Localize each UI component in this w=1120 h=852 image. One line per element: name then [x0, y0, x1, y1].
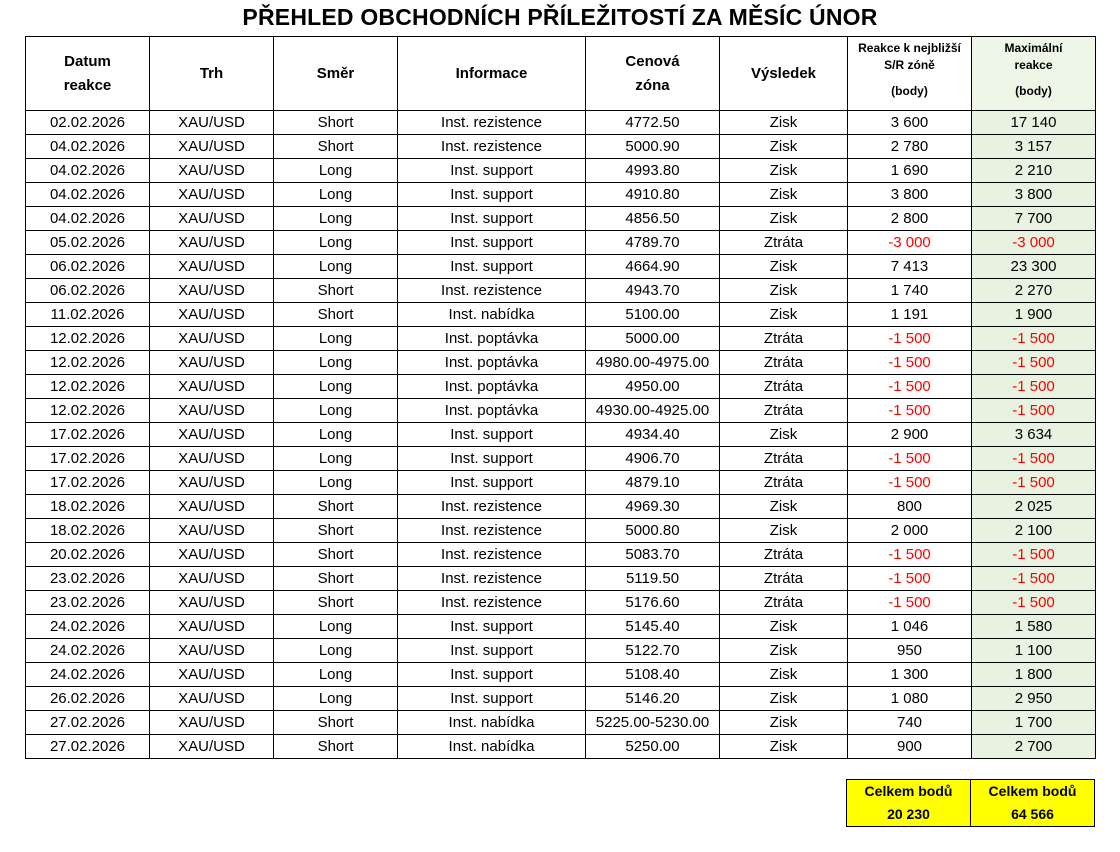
cell-reakce: 1 740: [848, 279, 972, 303]
cell-zona: 5176.60: [586, 591, 720, 615]
cell-datum: 23.02.2026: [26, 567, 150, 591]
table-row: [26, 615, 1096, 639]
cell-datum: 17.02.2026: [26, 423, 150, 447]
cell-reakce: 950: [848, 639, 972, 663]
cell-informace: Inst. rezistence: [398, 591, 586, 615]
cell-informace: Inst. support: [398, 471, 586, 495]
table-row: [26, 543, 1096, 567]
cell-informace: Inst. rezistence: [398, 543, 586, 567]
cell-zona: 4906.70: [586, 447, 720, 471]
cell-datum: 12.02.2026: [26, 399, 150, 423]
cell-vysledek: Zisk: [720, 615, 848, 639]
cell-informace: Inst. support: [398, 231, 586, 255]
cell-max: 2 025: [972, 495, 1096, 519]
table-row: [26, 591, 1096, 615]
cell-zona: 5000.00: [586, 327, 720, 351]
cell-trh: XAU/USD: [150, 183, 274, 207]
cell-datum: 24.02.2026: [26, 663, 150, 687]
cell-max: -1 500: [972, 591, 1096, 615]
cell-reakce: 740: [848, 711, 972, 735]
cell-informace: Inst. support: [398, 687, 586, 711]
cell-informace: Inst. poptávka: [398, 399, 586, 423]
table-row: [26, 447, 1096, 471]
cell-trh: XAU/USD: [150, 495, 274, 519]
table-row: [26, 351, 1096, 375]
cell-zona: 5108.40: [586, 663, 720, 687]
cell-smer: Long: [274, 207, 398, 231]
cell-max: 2 210: [972, 159, 1096, 183]
cell-max: 1 580: [972, 615, 1096, 639]
cell-max: -3 000: [972, 231, 1096, 255]
table-row: [26, 111, 1096, 135]
total-reakce: Celkem bodů 20 230: [847, 780, 971, 827]
cell-vysledek: Zisk: [720, 207, 848, 231]
cell-max: 1 900: [972, 303, 1096, 327]
table-row: [26, 231, 1096, 255]
cell-vysledek: Ztráta: [720, 567, 848, 591]
cell-trh: XAU/USD: [150, 327, 274, 351]
cell-zona: 4930.00-4925.00: [586, 399, 720, 423]
cell-smer: Short: [274, 519, 398, 543]
cell-vysledek: Ztráta: [720, 471, 848, 495]
table-row: [26, 663, 1096, 687]
cell-zona: 4993.80: [586, 159, 720, 183]
cell-reakce: 3 600: [848, 111, 972, 135]
cell-vysledek: Zisk: [720, 183, 848, 207]
cell-informace: Inst. nabídka: [398, 735, 586, 759]
cell-trh: XAU/USD: [150, 567, 274, 591]
cell-reakce: 900: [848, 735, 972, 759]
cell-informace: Inst. poptávka: [398, 375, 586, 399]
page-title: PŘEHLED OBCHODNÍCH PŘÍLEŽITOSTÍ ZA MĚSÍC ÚNOR: [242, 4, 878, 30]
cell-trh: XAU/USD: [150, 663, 274, 687]
cell-informace: Inst. support: [398, 159, 586, 183]
cell-smer: Short: [274, 543, 398, 567]
cell-trh: XAU/USD: [150, 159, 274, 183]
cell-max: -1 500: [972, 447, 1096, 471]
table-row: [26, 687, 1096, 711]
cell-informace: Inst. rezistence: [398, 495, 586, 519]
cell-vysledek: Ztráta: [720, 327, 848, 351]
cell-datum: 17.02.2026: [26, 447, 150, 471]
cell-zona: 4910.80: [586, 183, 720, 207]
cell-vysledek: Ztráta: [720, 543, 848, 567]
cell-trh: XAU/USD: [150, 423, 274, 447]
cell-vysledek: Zisk: [720, 279, 848, 303]
total-max-reakce: Celkem bodů 64 566: [971, 780, 1095, 827]
cell-datum: 04.02.2026: [26, 183, 150, 207]
cell-trh: XAU/USD: [150, 471, 274, 495]
cell-smer: Long: [274, 255, 398, 279]
cell-informace: Inst. poptávka: [398, 351, 586, 375]
cell-reakce: 3 800: [848, 183, 972, 207]
cell-datum: 20.02.2026: [26, 543, 150, 567]
cell-reakce: 1 300: [848, 663, 972, 687]
cell-smer: Long: [274, 471, 398, 495]
cell-reakce: 800: [848, 495, 972, 519]
table-row: [26, 735, 1096, 759]
table-row: [26, 207, 1096, 231]
cell-reakce: 2 000: [848, 519, 972, 543]
cell-vysledek: Zisk: [720, 159, 848, 183]
cell-datum: 11.02.2026: [26, 303, 150, 327]
cell-trh: XAU/USD: [150, 399, 274, 423]
cell-informace: Inst. poptávka: [398, 327, 586, 351]
cell-reakce: -1 500: [848, 471, 972, 495]
cell-zona: 4856.50: [586, 207, 720, 231]
cell-datum: 12.02.2026: [26, 351, 150, 375]
table-row: [26, 495, 1096, 519]
cell-max: 2 100: [972, 519, 1096, 543]
cell-trh: XAU/USD: [150, 303, 274, 327]
cell-zona: 4969.30: [586, 495, 720, 519]
cell-max: 23 300: [972, 255, 1096, 279]
cell-vysledek: Ztráta: [720, 399, 848, 423]
cell-zona: 5100.00: [586, 303, 720, 327]
cell-vysledek: Ztráta: [720, 375, 848, 399]
cell-vysledek: Ztráta: [720, 447, 848, 471]
cell-max: -1 500: [972, 471, 1096, 495]
cell-datum: 04.02.2026: [26, 159, 150, 183]
cell-smer: Short: [274, 279, 398, 303]
cell-vysledek: Zisk: [720, 135, 848, 159]
header-smer: Směr: [274, 37, 398, 111]
cell-datum: 23.02.2026: [26, 591, 150, 615]
cell-trh: XAU/USD: [150, 591, 274, 615]
cell-vysledek: Zisk: [720, 303, 848, 327]
cell-max: 3 800: [972, 183, 1096, 207]
cell-reakce: 2 800: [848, 207, 972, 231]
cell-datum: 04.02.2026: [26, 207, 150, 231]
cell-informace: Inst. nabídka: [398, 303, 586, 327]
cell-reakce: -1 500: [848, 351, 972, 375]
cell-datum: 02.02.2026: [26, 111, 150, 135]
cell-max: -1 500: [972, 351, 1096, 375]
cell-max: 3 157: [972, 135, 1096, 159]
cell-trh: XAU/USD: [150, 279, 274, 303]
table-row: [26, 399, 1096, 423]
cell-trh: XAU/USD: [150, 135, 274, 159]
cell-datum: 04.02.2026: [26, 135, 150, 159]
table-row: [26, 327, 1096, 351]
cell-trh: XAU/USD: [150, 231, 274, 255]
cell-datum: 06.02.2026: [26, 255, 150, 279]
cell-zona: 5122.70: [586, 639, 720, 663]
cell-smer: Short: [274, 303, 398, 327]
cell-trh: XAU/USD: [150, 615, 274, 639]
cell-smer: Short: [274, 495, 398, 519]
table-row: [26, 159, 1096, 183]
cell-zona: 5083.70: [586, 543, 720, 567]
cell-datum: 18.02.2026: [26, 495, 150, 519]
table-row: [26, 423, 1096, 447]
header-datum: Datum reakce: [26, 37, 150, 111]
cell-smer: Short: [274, 111, 398, 135]
table-row: [26, 183, 1096, 207]
table-row: [26, 519, 1096, 543]
cell-informace: Inst. support: [398, 207, 586, 231]
cell-max: -1 500: [972, 399, 1096, 423]
cell-max: -1 500: [972, 543, 1096, 567]
table-row: [26, 471, 1096, 495]
cell-reakce: -1 500: [848, 543, 972, 567]
cell-datum: 06.02.2026: [26, 279, 150, 303]
cell-smer: Short: [274, 591, 398, 615]
cell-datum: 12.02.2026: [26, 327, 150, 351]
cell-zona: 5000.80: [586, 519, 720, 543]
cell-vysledek: Zisk: [720, 663, 848, 687]
cell-reakce: 1 080: [848, 687, 972, 711]
cell-vysledek: Zisk: [720, 495, 848, 519]
header-reakce: Reakce k nejbližší S/R zóně (body): [848, 37, 972, 111]
cell-smer: Long: [274, 615, 398, 639]
cell-reakce: -1 500: [848, 567, 972, 591]
cell-smer: Long: [274, 447, 398, 471]
cell-max: -1 500: [972, 375, 1096, 399]
cell-zona: 5250.00: [586, 735, 720, 759]
cell-zona: 4934.40: [586, 423, 720, 447]
cell-trh: XAU/USD: [150, 711, 274, 735]
cell-informace: Inst. support: [398, 423, 586, 447]
cell-trh: XAU/USD: [150, 687, 274, 711]
cell-zona: 4879.10: [586, 471, 720, 495]
cell-datum: 17.02.2026: [26, 471, 150, 495]
cell-vysledek: Zisk: [720, 639, 848, 663]
cell-informace: Inst. rezistence: [398, 135, 586, 159]
cell-smer: Long: [274, 423, 398, 447]
table-row: [26, 135, 1096, 159]
cell-datum: 24.02.2026: [26, 639, 150, 663]
cell-smer: Short: [274, 735, 398, 759]
table-row: [26, 711, 1096, 735]
cell-informace: Inst. rezistence: [398, 111, 586, 135]
cell-reakce: 1 191: [848, 303, 972, 327]
cell-smer: Long: [274, 399, 398, 423]
cell-reakce: -1 500: [848, 591, 972, 615]
cell-vysledek: Zisk: [720, 255, 848, 279]
cell-zona: 4943.70: [586, 279, 720, 303]
header-max-reakce: Maximální reakce (body): [972, 37, 1096, 111]
cell-datum: 24.02.2026: [26, 615, 150, 639]
cell-informace: Inst. support: [398, 183, 586, 207]
cell-max: 3 634: [972, 423, 1096, 447]
cell-smer: Short: [274, 567, 398, 591]
cell-vysledek: Zisk: [720, 111, 848, 135]
cell-trh: XAU/USD: [150, 111, 274, 135]
table-row: [26, 567, 1096, 591]
cell-vysledek: Zisk: [720, 711, 848, 735]
cell-datum: 18.02.2026: [26, 519, 150, 543]
cell-reakce: 2 900: [848, 423, 972, 447]
cell-trh: XAU/USD: [150, 639, 274, 663]
cell-reakce: 7 413: [848, 255, 972, 279]
header-vysledek: Výsledek: [720, 37, 848, 111]
cell-zona: 5145.40: [586, 615, 720, 639]
cell-smer: Long: [274, 351, 398, 375]
cell-informace: Inst. support: [398, 639, 586, 663]
cell-reakce: -1 500: [848, 375, 972, 399]
cell-datum: 27.02.2026: [26, 735, 150, 759]
cell-zona: 4772.50: [586, 111, 720, 135]
cell-datum: 27.02.2026: [26, 711, 150, 735]
cell-zona: 5119.50: [586, 567, 720, 591]
cell-vysledek: Ztráta: [720, 591, 848, 615]
cell-smer: Long: [274, 639, 398, 663]
cell-trh: XAU/USD: [150, 447, 274, 471]
cell-max: 1 100: [972, 639, 1096, 663]
cell-smer: Long: [274, 663, 398, 687]
cell-smer: Long: [274, 183, 398, 207]
cell-trh: XAU/USD: [150, 519, 274, 543]
cell-smer: Short: [274, 135, 398, 159]
header-informace: Informace: [398, 37, 586, 111]
cell-reakce: 2 780: [848, 135, 972, 159]
cell-reakce: 1 046: [848, 615, 972, 639]
cell-reakce: -3 000: [848, 231, 972, 255]
cell-max: 1 800: [972, 663, 1096, 687]
table-row: [26, 639, 1096, 663]
cell-smer: Short: [274, 711, 398, 735]
cell-informace: Inst. support: [398, 615, 586, 639]
cell-zona: 4664.90: [586, 255, 720, 279]
cell-smer: Long: [274, 231, 398, 255]
cell-zona: 4789.70: [586, 231, 720, 255]
cell-informace: Inst. support: [398, 447, 586, 471]
cell-vysledek: Zisk: [720, 519, 848, 543]
cell-smer: Long: [274, 375, 398, 399]
cell-reakce: -1 500: [848, 399, 972, 423]
header-row: [26, 37, 1096, 111]
cell-trh: XAU/USD: [150, 375, 274, 399]
cell-trh: XAU/USD: [150, 735, 274, 759]
cell-reakce: -1 500: [848, 447, 972, 471]
table-row: [26, 303, 1096, 327]
cell-trh: XAU/USD: [150, 543, 274, 567]
opportunities-table: [25, 36, 1096, 759]
cell-informace: Inst. rezistence: [398, 519, 586, 543]
cell-max: 2 270: [972, 279, 1096, 303]
cell-smer: Long: [274, 159, 398, 183]
cell-informace: Inst. rezistence: [398, 279, 586, 303]
cell-zona: 4980.00-4975.00: [586, 351, 720, 375]
cell-trh: XAU/USD: [150, 255, 274, 279]
cell-zona: 5000.90: [586, 135, 720, 159]
header-cenova-zona: Cenová zóna: [586, 37, 720, 111]
cell-smer: Long: [274, 327, 398, 351]
cell-zona: 5225.00-5230.00: [586, 711, 720, 735]
table-row: [26, 375, 1096, 399]
cell-vysledek: Ztráta: [720, 231, 848, 255]
cell-vysledek: Zisk: [720, 687, 848, 711]
cell-vysledek: Ztráta: [720, 351, 848, 375]
cell-datum: 12.02.2026: [26, 375, 150, 399]
cell-max: 2 950: [972, 687, 1096, 711]
cell-max: -1 500: [972, 327, 1096, 351]
table-row: [26, 255, 1096, 279]
cell-max: 7 700: [972, 207, 1096, 231]
cell-trh: XAU/USD: [150, 351, 274, 375]
cell-max: 17 140: [972, 111, 1096, 135]
cell-max: 2 700: [972, 735, 1096, 759]
cell-informace: Inst. support: [398, 663, 586, 687]
cell-max: 1 700: [972, 711, 1096, 735]
cell-zona: 5146.20: [586, 687, 720, 711]
cell-informace: Inst. support: [398, 255, 586, 279]
totals-table: [846, 779, 1095, 827]
cell-vysledek: Zisk: [720, 735, 848, 759]
cell-max: -1 500: [972, 567, 1096, 591]
cell-vysledek: Zisk: [720, 423, 848, 447]
cell-datum: 26.02.2026: [26, 687, 150, 711]
cell-reakce: -1 500: [848, 327, 972, 351]
cell-reakce: 1 690: [848, 159, 972, 183]
cell-zona: 4950.00: [586, 375, 720, 399]
table-row: [26, 279, 1096, 303]
cell-informace: Inst. rezistence: [398, 567, 586, 591]
header-trh: Trh: [150, 37, 274, 111]
cell-informace: Inst. nabídka: [398, 711, 586, 735]
cell-smer: Long: [274, 687, 398, 711]
cell-trh: XAU/USD: [150, 207, 274, 231]
cell-datum: 05.02.2026: [26, 231, 150, 255]
